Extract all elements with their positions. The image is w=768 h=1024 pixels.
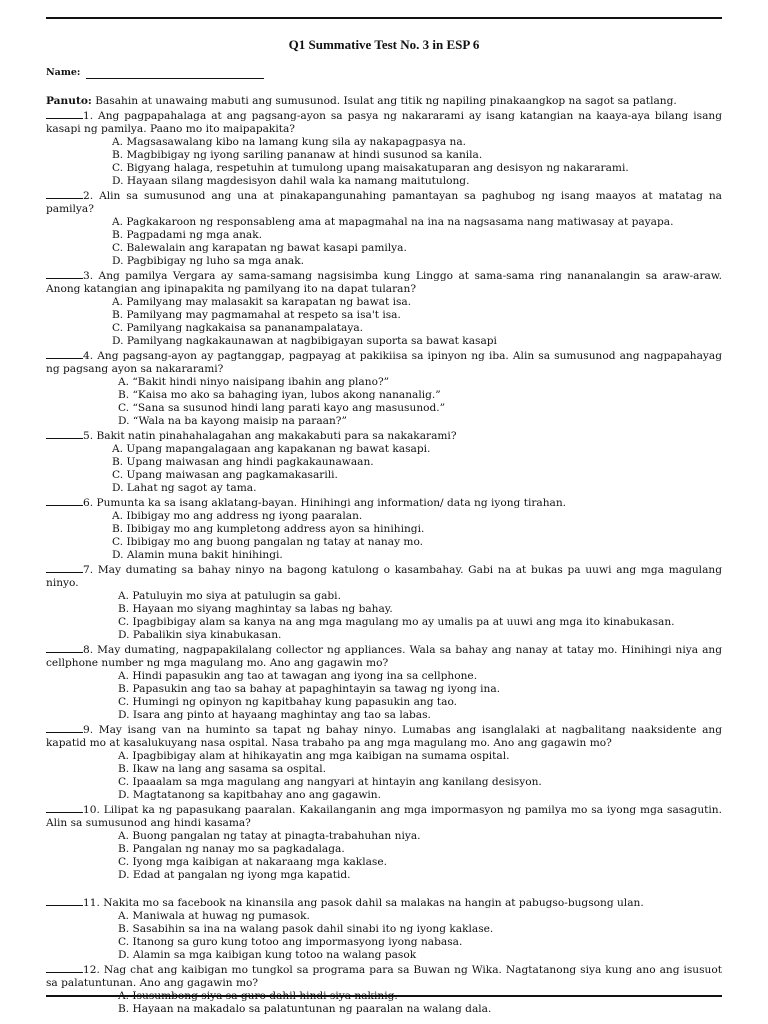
choice-list xyxy=(46,136,722,188)
choice-option: D. “Wala na ba kayong maisip na paraan?” xyxy=(118,415,347,427)
choice-option: D. Alamin muna bakit hinihingi. xyxy=(112,549,283,561)
choice-option: D. Lahat ng sagot ay tama. xyxy=(112,482,257,494)
choice-list xyxy=(46,510,722,562)
question-text: 1. Ang pagpapahalaga at ang pagsang-ayon sa pasya ng nakararami ay isang katangian na kaaya-aya bilang isang kasapi ng pamilya. Paano mo ito maipapakita? xyxy=(46,110,722,135)
choice-option: A. Pagkakaroon ng responsableng ama at mapagmahal na ina na nagsasama nang matiwasay at payapa. xyxy=(112,216,674,228)
question-text: 2. Alin sa sumusunod ang una at pinakapangunahing pamantayan sa paghubog ng isang maayos at matatag na pamilya? xyxy=(46,190,722,215)
choice-option: B. Ibibigay mo ang kumpletong address ayon sa hinihingi. xyxy=(112,523,425,535)
choice-option: B. Sasabihin sa ina na walang pasok dahil sinabi ito ng iyong kaklase. xyxy=(118,923,494,935)
directions-text: Basahin at unawaing mabuti ang sumusunod. Isulat ang titik ng napiling pinakaangkop na sagot sa patlang. xyxy=(95,95,677,107)
name-line xyxy=(86,68,264,79)
choice-option: B. Papasukin ang tao sa bahay at papaghintayin sa tawag ng iyong ina. xyxy=(118,683,501,695)
question-text: 12. Nag chat ang kaibigan mo tungkol sa programa para sa Buwan ng Wika. Nagtatanong siya kung ano ang isusuot sa palatuntunan. Ano ang gagawin mo? xyxy=(46,964,722,989)
choice-option: A. Maniwala at huwag ng pumasok. xyxy=(118,910,310,922)
answer-blank[interactable] xyxy=(46,348,83,359)
question-text: 6. Pumunta ka sa isang aklatang-bayan. Hinihingi ang information/ data ng iyong tirahan. xyxy=(83,497,567,509)
choice-option: A. Buong pangalan ng tatay at pinagta-trabahuhan niya. xyxy=(118,830,421,842)
choice-option: A. Upang mapangalagaan ang kapakanan ng bawat kasapi. xyxy=(112,443,431,455)
choice-option: B. Upang maiwasan ang hindi pagkakaunawaan. xyxy=(112,456,374,468)
question-item xyxy=(46,895,722,910)
answer-blank[interactable] xyxy=(46,962,83,973)
choice-option: B. Ikaw na lang ang sasama sa ospital. xyxy=(118,763,327,775)
question-item xyxy=(46,722,722,750)
choice-list xyxy=(46,830,722,882)
question-text: 9. May isang van na huminto sa tapat ng bahay ninyo. Lumabas ang isanglalaki at nagbalitang naaksidente ang kapatid mo at kasalukuyang nasa ospital. Nasa trabaho pa ang mga magulang mo. Ano ang gagawin mo? xyxy=(46,724,722,749)
choice-list xyxy=(46,990,722,1016)
choice-option: B. Hayaan mo siyang maghintay sa labas ng bahay. xyxy=(118,603,393,615)
choice-option: A. “Bakit hindi ninyo naisipang ibahin ang plano?” xyxy=(118,376,390,388)
choice-option: D. Pabalikin siya kinabukasan. xyxy=(118,629,282,641)
choice-option: C. Balewalain ang karapatan ng bawat kasapi pamilya. xyxy=(112,242,407,254)
question-item xyxy=(46,802,722,830)
choice-option: D. Magtatanong sa kapitbahay ano ang gagawin. xyxy=(118,789,381,801)
answer-blank[interactable] xyxy=(46,722,83,733)
choice-option: C. Bigyang halaga, respetuhin at tumulong upang maisakatuparan ang desisyon ng nakararami. xyxy=(112,162,629,174)
choice-option: D. Hayaan silang magdesisyon dahil wala ka namang maitutulong. xyxy=(112,175,470,187)
choice-option: B. Pamilyang may pagmamahal at respeto sa isa't isa. xyxy=(112,309,401,321)
name-label: Name: xyxy=(46,67,81,78)
choice-list xyxy=(46,296,722,348)
choice-option: C. Iyong mga kaibigan at nakaraang mga kaklase. xyxy=(118,856,387,868)
spacer xyxy=(46,882,722,895)
choice-option: D. Alamin sa mga kaibigan kung totoo na walang pasok xyxy=(118,949,417,961)
choice-list xyxy=(46,443,722,495)
choice-list xyxy=(46,216,722,268)
test-sheet xyxy=(46,37,722,1016)
directions-label: Panuto: xyxy=(46,95,92,107)
answer-blank[interactable] xyxy=(46,802,83,813)
choice-option: A. Patuluyin mo siya at patulugin sa gabi. xyxy=(118,590,341,602)
choice-option: C. Ipaaalam sa mga magulang ang nangyari at hintayin ang kanilang desisyon. xyxy=(118,776,542,788)
answer-blank[interactable] xyxy=(46,188,83,199)
choice-option: A. Isusumbong siya sa guro dahil hindi siya nakinig. xyxy=(118,990,398,1002)
choice-option: B. Hayaan na makadalo sa palatuntunan ng paaralan na walang dala. xyxy=(118,1003,492,1015)
choice-option: D. Edad at pangalan ng iyong mga kapatid. xyxy=(118,869,351,881)
choice-list xyxy=(46,376,722,428)
answer-blank[interactable] xyxy=(46,495,83,506)
choice-list xyxy=(46,670,722,722)
answer-blank[interactable] xyxy=(46,428,83,439)
question-item xyxy=(46,562,722,590)
directions xyxy=(46,95,722,108)
choice-option: C. Ibibigay mo ang buong pangalan ng tatay at nanay mo. xyxy=(112,536,424,548)
choice-option: B. Pagpadami ng mga anak. xyxy=(112,229,262,241)
choice-option: B. Pangalan ng nanay mo sa pagkadalaga. xyxy=(118,843,345,855)
choice-option: A. Pamilyang may malasakit sa karapatan ng bawat isa. xyxy=(112,296,412,308)
question-text: 4. Ang pagsang-ayon ay pagtanggap, pagpayag at pakikiisa sa ipinyon ng iba. Alin sa sumusunod ang nagpapahayag ng pagsang ayon sa nakararami? xyxy=(46,350,722,375)
name-row xyxy=(46,66,722,79)
question-text: 3. Ang pamilya Vergara ay sama-samang nagsisimba kung Linggo at sama-sama ring nananalangin sa araw-araw. Anong katangian ang ipinapakita ng pamilyang ito na dapat tularan? xyxy=(46,270,722,295)
choice-option: C. Ipagbibigay alam sa kanya na ang mga magulang mo ay umalis pa at uuwi ang mga ito kinabukasan. xyxy=(118,616,675,628)
top-rule xyxy=(46,17,722,19)
choice-option: A. Ipagbibigay alam at hihikayatin ang mga kaibigan na sumama ospital. xyxy=(118,750,510,762)
choice-option: A. Magsasawalang kibo na lamang kung sila ay nakapagpasya na. xyxy=(112,136,467,148)
question-item xyxy=(46,428,722,443)
question-text: 5. Bakit natin pinahahalagahan ang makakabuti para sa nakakarami? xyxy=(83,430,457,442)
question-item xyxy=(46,495,722,510)
choice-option: C. Upang maiwasan ang pagkamakasarili. xyxy=(112,469,338,481)
choice-option: A. Hindi papasukin ang tao at tawagan ang iyong ina sa cellphone. xyxy=(118,670,478,682)
question-text: 11. Nakita mo sa facebook na kinansila ang pasok dahil sa malakas na hangin at pabugso-bugsong ulan. xyxy=(83,897,644,909)
choice-option: C. Pamilyang nagkakaisa sa pananampalataya. xyxy=(112,322,364,334)
answer-blank[interactable] xyxy=(46,895,83,906)
question-item xyxy=(46,962,722,990)
choice-list xyxy=(46,910,722,962)
choice-option: C. Humingi ng opinyon ng kapitbahay kung papasukin ang tao. xyxy=(118,696,458,708)
choice-option: B. Magbibigay ng iyong sariling pananaw at hindi susunod sa kanila. xyxy=(112,149,483,161)
choice-list xyxy=(46,590,722,642)
answer-blank[interactable] xyxy=(46,562,83,573)
question-item xyxy=(46,348,722,376)
question-text: 8. May dumating, nagpapakilalang collector ng appliances. Wala sa bahay ang nanay at tatay mo. Hinihingi niya ang cellphone number ng mga magulang mo. Ano ang gagawin mo? xyxy=(46,644,722,669)
answer-blank[interactable] xyxy=(46,642,83,653)
bottom-rule xyxy=(46,995,722,997)
answer-blank[interactable] xyxy=(46,268,83,279)
choice-option: C. Itanong sa guro kung totoo ang impormasyong iyong nabasa. xyxy=(118,936,463,948)
choice-option: C. “Sana sa susunod hindi lang parati kayo ang masusunod.” xyxy=(118,402,446,414)
choice-option: D. Pagbibigay ng luho sa mga anak. xyxy=(112,255,305,267)
question-list xyxy=(46,108,722,1016)
question-item xyxy=(46,642,722,670)
question-text: 10. Lilipat ka ng papasukang paaralan. Kakailanganin ang mga impormasyon ng pamilya mo sa iyong mga sasagutin. Alin sa sumusunod ang hindi kasama? xyxy=(46,804,722,829)
choice-option: D. Pamilyang nagkakaunawan at nagbibigayan suporta sa bawat kasapi xyxy=(112,335,497,347)
answer-blank[interactable] xyxy=(46,108,83,119)
question-item xyxy=(46,108,722,136)
question-text: 7. May dumating sa bahay ninyo na bagong katulong o kasambahay. Gabi na at bukas pa uuwi ang mga magulang ninyo. xyxy=(46,564,722,589)
choice-option: B. “Kaisa mo ako sa bahaging iyan, lubos akong nananalig.” xyxy=(118,389,441,401)
choice-list xyxy=(46,750,722,802)
choice-option: D. Isara ang pinto at hayaang maghintay ang tao sa labas. xyxy=(118,709,431,721)
choice-option: A. Ibibigay mo ang address ng iyong paaralan. xyxy=(112,510,363,522)
question-item xyxy=(46,268,722,296)
page-title: Q1 Summative Test No. 3 in ESP 6 xyxy=(288,37,480,52)
question-item xyxy=(46,188,722,216)
